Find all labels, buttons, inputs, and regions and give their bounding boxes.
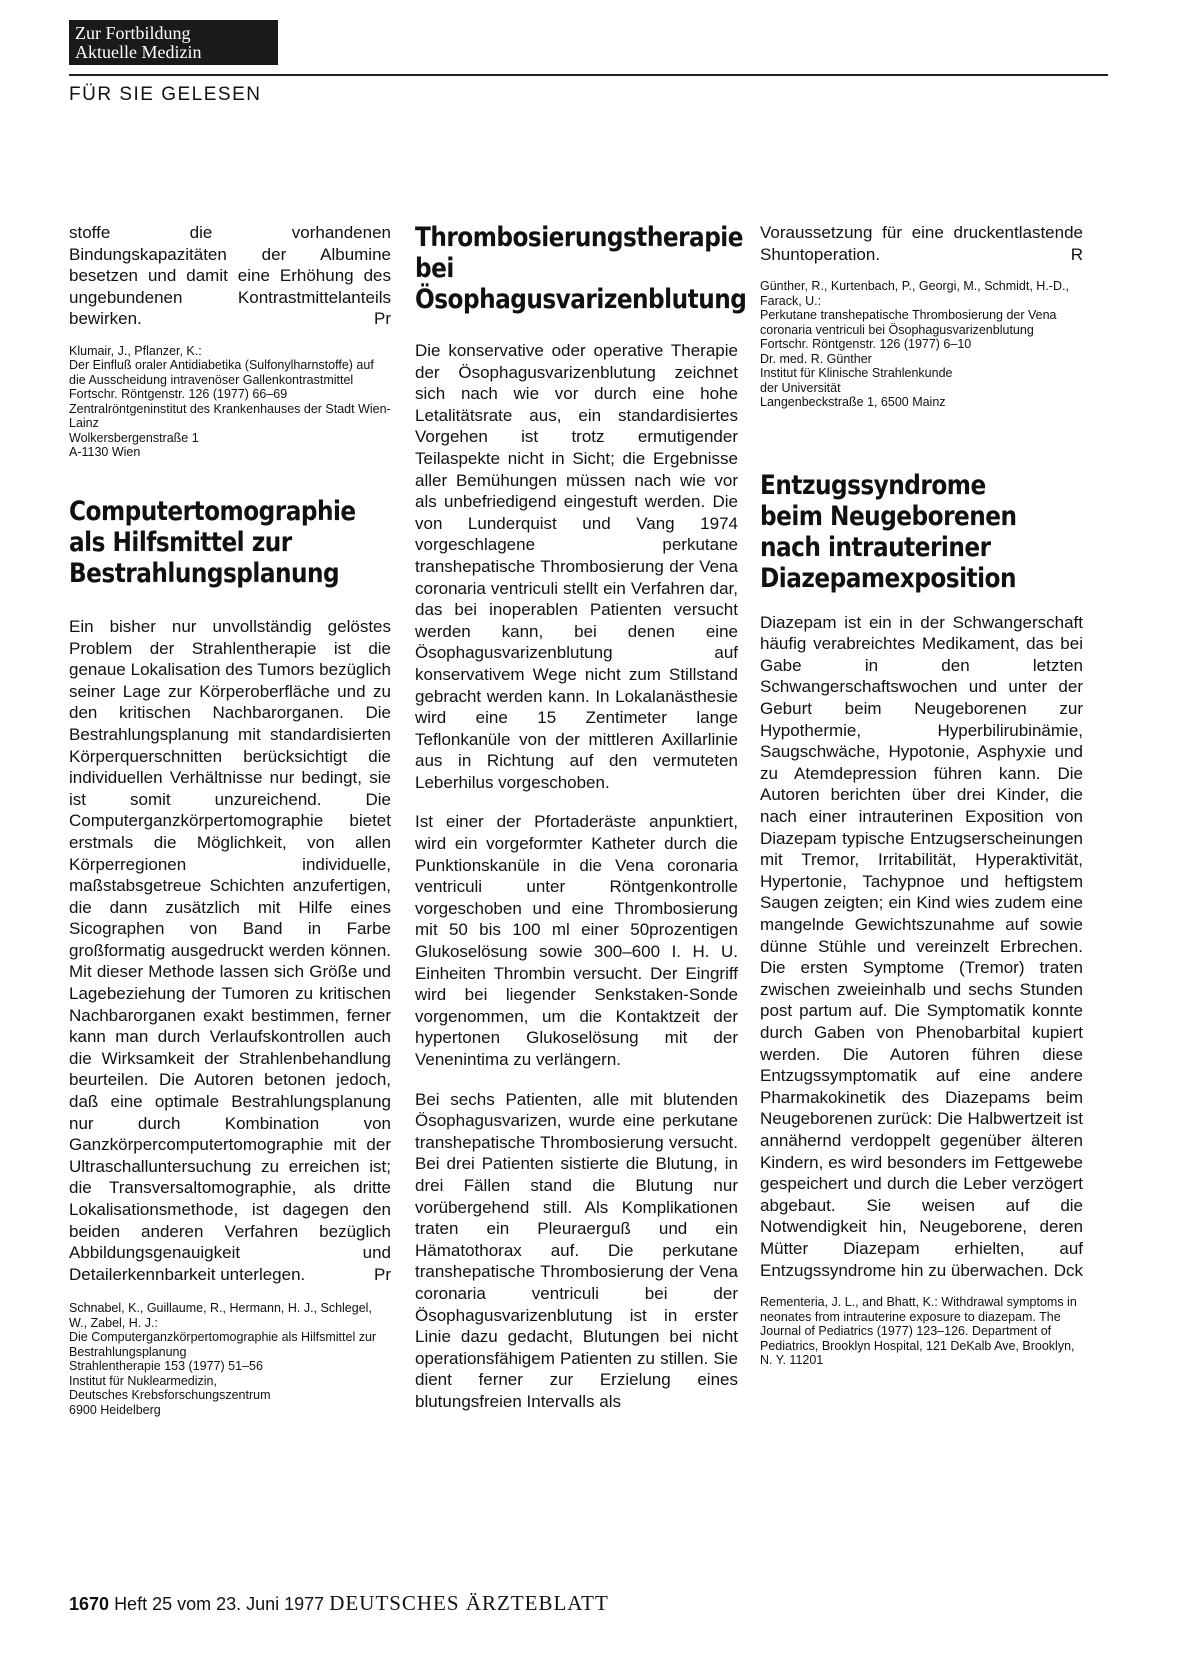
reference-line: Zentralröntgeninstitut des Krankenhauses der Stadt Wien-Lainz [69,401,391,431]
continued-text-body: stoffe die vorhandenen Bindungskapazitäten der Albumine besetzen und damit eine Erhöhung des ungebundenen Kontrastmittelanteils bewirken. [69,223,391,329]
continued-text [760,222,1083,265]
article-title-line: Computertomographie [69,495,356,527]
category-label [69,20,278,65]
reference-line: Der Einfluß oraler Antidiabetika (Sulfonylharnstoffe) auf die Ausscheidung intravenöser Gallenkontrastmittel [69,358,374,387]
reference-block [760,279,1083,410]
category-label-line1: Zur Fortbildung [75,23,191,43]
reference-line: der Universität [760,380,841,395]
magazine-name: DEUTSCHES ÄRZTEBLATT [329,1591,609,1615]
reference-line: A-1130 Wien [69,445,141,460]
column-3 [760,222,1083,1368]
article-paragraph: Bei sechs Patienten, alle mit blutenden Ösophagusvarizen, wurde eine perkutane transhepatische Thrombosierung versucht. Bei drei Patienten sistierte die Blutung, in drei Fällen stand die Blutung nur vorübergehend still. Als Komplikationen traten ein Pleuraerguß und ein Hämatothorax auf. Die perkutane transhepatische Thrombosierung der Vena coronaria ventriculi bei der Ösophagusvarizenblutung ist in erster Linie dazu gedacht, Blutungen bei nicht operationsfähigem Patienten zu stillen. Sie dient ferner zur Erzielung eines blutungsfreien Intervalls als [415,1089,738,1411]
reference-line: Schnabel, K., Guillaume, R., Hermann, H. J., Schlegel, W., Zabel, H. J.: [69,1301,372,1330]
article-title [415,222,747,334]
reference-line: Institut für Klinische Strahlenkunde [760,366,953,381]
article-title-line: Thrombosierungstherapie [415,222,743,253]
reference-line: Deutsches Krebsforschungszentrum [69,1388,271,1403]
issue-info: Heft 25 vom 23. Juni 1977 [114,1594,325,1614]
column-2 [415,222,747,1413]
author-initials: R [1070,244,1083,264]
reference-line: Klumair, J., Pflanzer, K.: [69,343,202,358]
reference-block [69,344,391,460]
article-body-text: Ein bisher nur unvollständig gelöstes Problem der Strahlentherapie ist die genaue Lokalisation des Tumors bezüglich seiner Lage zur Körperoberfläche und zu den kritischen Nachbarorganen. Die Bestrahlungsplanung mit standardisierten Körperquerschnitten berücksichtigt die individuellen Verhältnisse nur bedingt, sie ist somit unzureichend. Die Computerganzkörpertomographie bietet erstmals die Möglichkeit, von allen Körperregionen individuelle, maßstabsgetreue Schichten anzufertigen, die dann zusätzlich mit Hilfe eines Sicographen von Band in Farbe großformatig ausgedruckt werden können. Mit dieser Methode lassen sich Größe und Lagebeziehung der Tumoren zu kritischen Nachbarorganen exakt bestimmen, ferner kann man durch Verlaufskontrollen auch die Wirksamkeit der Strahlenbehandlung beurteilen. Die Autoren betonen jedoch, daß eine optimale Bestrahlungsplanung nur durch Kombination von Ganzkörpercomputertomographie mit der Ultraschalluntersuchung zu erreichen ist; die Transversaltomographie, als dritte Lokalisationsmethode, ist dagegen den beiden anderen Verfahren bezüglich Abbildungsgenauigkeit und Detailerkennbarkeit unterlegen. [69,616,391,1284]
article-paragraph: Ist einer der Pfortaderäste anpunktiert, wird ein vorgeformter Katheter durch die Punktionskanüle in die Vena coronaria ventriculi unter Röntgenkontrolle vorgeschoben und eine Thrombosierung mit 50 bis 100 ml einer 50prozentigen Glukoselösung sowie 300–600 I. H. U. Einheiten Thrombin versucht. Der Eingriff wird bei liegender Senkstaken-Sonde vorgenommen, um die Kontaktzeit der hypertonen Glukoselösung mit der Venenintima zu verlängern. [415,812,738,1069]
article-title-line: Diazepamexposition [760,562,1016,594]
header-rule [69,74,1108,76]
article-title-line: bei [415,253,454,284]
article-title [69,496,391,596]
reference-line: Strahlentherapie 153 (1977) 51–56 [69,1359,263,1374]
reference-line: Fortschr. Röntgenstr. 126 (1977) 66–69 [69,387,288,402]
section-heading: FÜR SIE GELESEN [69,84,262,105]
reference-block: Rementeria, J. L., and Bhatt, K.: Withdrawal symptoms in neonates from intrauterine exposure to diazepam. The Journal of Pediatrics (1977) 123–126. Department of Pediatrics, Brooklyn Hospital, 121 DeKalb Ave, Brooklyn, N. Y. 11201 [760,1295,1077,1368]
article-title-line: beim Neugeborenen [760,500,1017,532]
page-number: 1670 [69,1594,110,1614]
author-initials: Pr [374,309,391,329]
article-body-text: Diazepam ist ein in der Schwangerschaft häufig verabreichtes Medikament, das bei Gabe in den letzten Schwangerschaftswochen und unter der Geburt beim Neugeborenen zur Hypothermie, Hyperbilirubinämie, Saugschwäche, Hypotonie, Asphyxie und zu Atemdepression führen kann. Die Autoren berichten über drei Kinder, die nach einer intrauterinen Exposition von Diazepam typische Entzugserscheinungen mit Tremor, Irritabilität, Hyperaktivität, Hypertonie, Tachypnoe und heftigstem Saugen zeigten; ein Kind wies zudem eine mangelnde Gewichtszunahme auf sowie dünne Stühle und vereinzelt Erbrechen. Die ersten Symptome (Tremor) traten zwischen zweieinhalb und sechs Stunden post partum auf. Die Symptomatik konnte durch Gaben von Phenobarbital kupiert werden. Die Autoren führen diese Entzugssymptomatik auf eine andere Pharmakokinetik des Diazepams beim Neugeborenen zurück: Die Halbwertzeit ist annähernd verdoppelt gegenüber älteren Kindern, es wird besonders im Fettgewebe gespeichert und durch die Leber verzögert abgebaut. Sie weisen auf die Notwendigkeit hin, Neugeborene, deren Mütter Diazepam erhielten, auf Entzugssyndrome hin zu überwachen. [760,612,1083,1280]
reference-line: Langenbeckstraße 1, 6500 Mainz [760,395,946,410]
reference-line: Die Computerganzkörpertomographie als Hilfsmittel zur Bestrahlungsplanung [69,1330,377,1359]
continued-text [69,222,391,330]
article-title-line: als Hilfsmittel zur [69,526,292,558]
reference-line: Dr. med. R. Günther [760,351,872,366]
article-title [760,470,1083,598]
reference-line: 6900 Heidelberg [69,1402,161,1417]
article-title-line: nach intrauteriner [760,531,991,563]
continued-text-body: Voraussetzung für eine druckentlastende Shuntoperation. [760,223,1083,264]
reference-line: Fortschr. Röntgenstr. 126 (1977) 6–10 [760,337,972,352]
reference-block [69,1301,391,1417]
reference-line: Wolkersbergenstraße 1 [69,430,199,445]
article-title-line: Ösophagusvarizenblutung [415,284,747,315]
article-body [69,616,391,1285]
reference-line: Günther, R., Kurtenbach, P., Georgi, M., Schmidt, H.-D., Farack, U.: [760,279,1069,308]
reference-line: Perkutane transhepatische Thrombosierung der Vena coronaria ventriculi bei Ösophagusvarizenblutung [760,308,1057,337]
article-paragraph: Die konservative oder operative Therapie der Ösophagusvarizenblutung zeichnet sich nach wie vor durch eine hohe Letalitätsrate aus, ein standardisiertes Vorgehen ist trotz ermutigender Teilaspekte nicht in Sicht; die Ergebnisse aller Bemühungen müssen nach wie vor als unbefriedigend eingestuft werden. Die von Lunderquist und Vang 1974 vorgeschlagene perkutane transhepatische Thrombosierung der Vena coronaria ventriculi stellt ein Verfahren dar, das bei inoperablen Patienten versucht werden kann, bei denen eine Ösophagusvarizenblutung auf konservativem Wege nicht zum Stillstand gebracht werden kann. In Lokalanästhesie wird eine 15 Zentimeter lange Teflonkanüle von der mittleren Axillarlinie aus in Richtung auf den vermuteten Leberhilus vorgeschoben. [415,341,738,792]
author-initials: Pr [374,1264,391,1284]
column-1 [69,222,391,1417]
article-title-line: Bestrahlungsplanung [69,557,340,589]
article-body [760,612,1083,1281]
page-footer [69,1591,609,1616]
article-title-line: Entzugssyndrome [760,469,986,501]
author-initials: Dck [1053,1260,1083,1280]
category-label-line2: Aktuelle Medizin [75,42,202,62]
reference-line: Institut für Nuklearmedizin, [69,1373,217,1388]
